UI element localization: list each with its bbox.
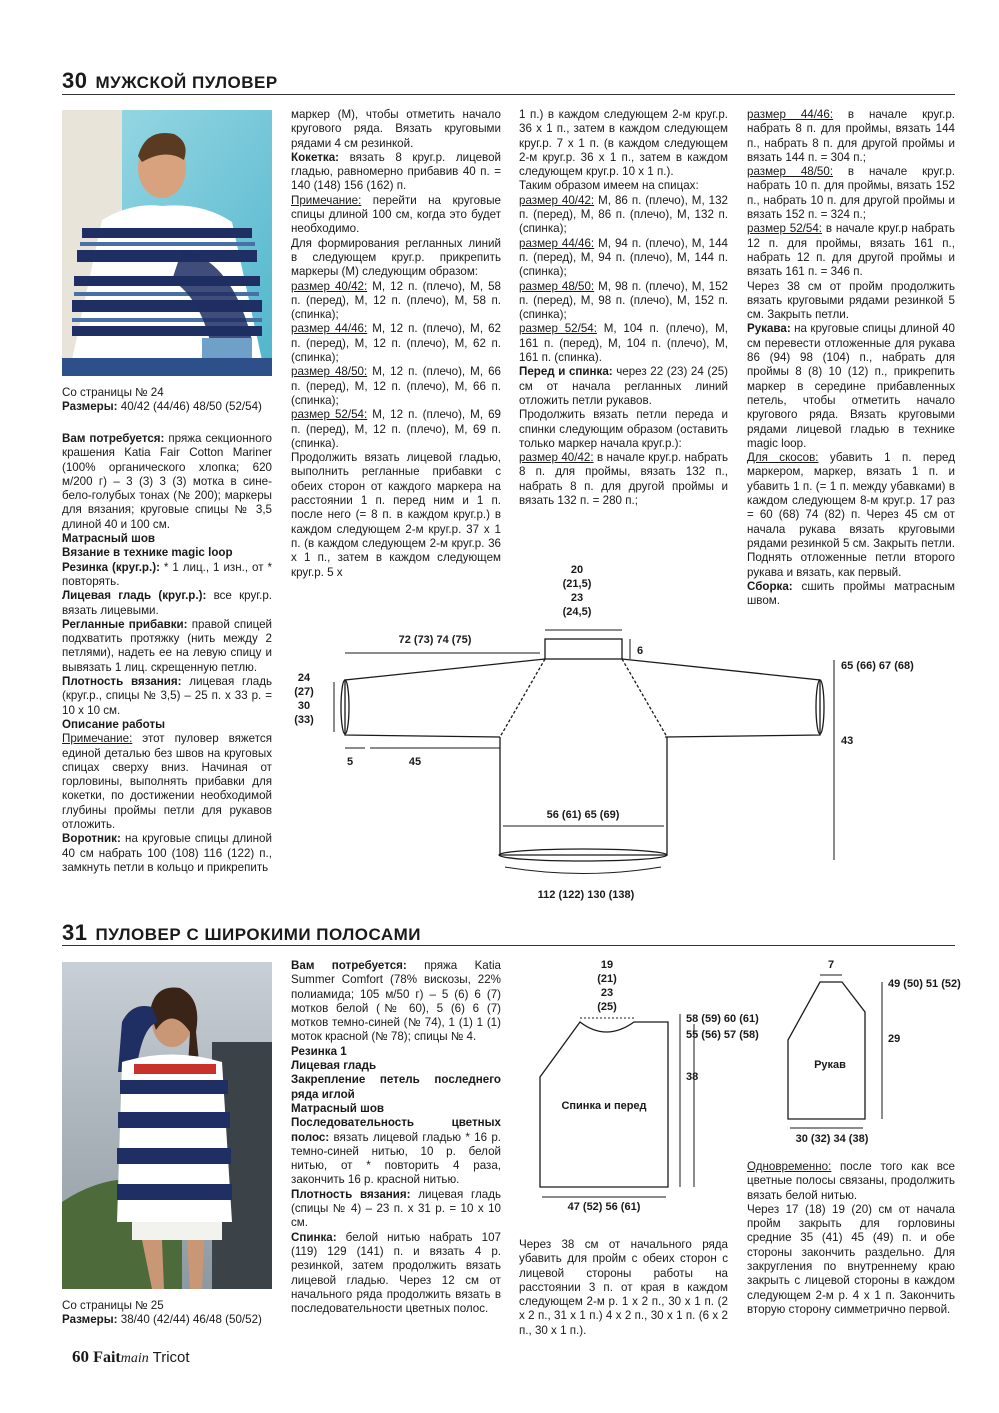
- brand-main: main: [120, 1351, 149, 1366]
- paragraph-text: в начале круг.р. набрать 10 п. для проймы, вязать 152 п., набрать 10 п. для другой проймы и вязать 152 п. = 324 п.;: [747, 165, 956, 222]
- paragraph-text: М, 94 п. (плечо), М, 144 п. (перед), М, 94 п. (плечо), М, 144 п. (спинка);: [519, 236, 728, 279]
- underlined-label: размер 44/46:: [519, 236, 595, 250]
- left-sleeve-outline: [345, 659, 545, 737]
- paragraph-text: М, 12 п. (плечо), М, 58 п. (перед), М, 12 п. (плечо), М, 58 п. (спинка);: [291, 279, 501, 322]
- run-in-heading: Резинка (круг.р.):: [62, 560, 160, 574]
- cuff-4: (33): [294, 714, 314, 726]
- paragraph-text: после того как все цветные полосы связаны, продолжить вязать белой нитью.: [747, 1160, 955, 1202]
- paragraph: [291, 408, 501, 451]
- paragraph-text: Продолжить вязать лицевой гладью, выполнить регланные прибавки с обеих сторон от каждого маркера на расстоянии 1 п. перед ним и 1 п. после него (= 8 п. в каждом круг.р.) в каждом следующем 2-м круг.р. 37 х 1 п. (в каждом следующем 2-м круг.р. 36 х 1 п., затем в каждом следующем круг.р. 5 х: [291, 451, 501, 579]
- sleeve-outline: [788, 982, 865, 1119]
- paragraph-text: М, 104 п. (плечо), М, 161 п. (перед), М, 104 п. (плечо), М, 161 п. (спинка).: [519, 322, 728, 365]
- photo-striped-pullover: [62, 962, 272, 1289]
- underlined-label: размер 40/42:: [519, 193, 595, 207]
- pattern-30-schematic: [290, 560, 914, 905]
- page-number: 60: [72, 1347, 89, 1366]
- run-in-heading: Регланные прибавки:: [62, 617, 188, 631]
- paragraph-text: вязать 8 круг.р. лицевой гладью, равномерно прибавив 40 п. = 140 (148) 156 (162) п.: [291, 150, 501, 193]
- underlined-label: размер 44/46:: [747, 108, 834, 121]
- paragraph: [519, 194, 728, 237]
- paragraph-text: * 1 лиц., 1 изн., от * повторять.: [62, 560, 272, 588]
- pattern-31-sleeve-schematic: [770, 952, 960, 1152]
- page-footer: [72, 1347, 190, 1367]
- hem-circumference: 112 (122) 130 (138): [537, 889, 635, 901]
- paragraph: [291, 1231, 501, 1317]
- section-rule: [62, 94, 955, 95]
- paragraph-text: на круговые спицы длиной 40 см перевести отложенные для рукава 86 (94) 98 (104) п., набрать для проймы 8 (8) 10 (12) п., прикрепить маркер в середине прибавленных петель, чтобы отметить начало кругового ряда. Вязать круговыми рядами лицевой гладью в технике magic loop.: [747, 322, 955, 450]
- pattern-name: ПУЛОВЕР С ШИРОКИМИ ПОЛОСАМИ: [95, 925, 421, 944]
- underlined-label: размер 52/54:: [291, 408, 368, 422]
- sleeve-label: Рукав: [814, 1059, 846, 1071]
- underlined-label: Для скосов:: [747, 451, 819, 465]
- paragraph: [747, 1160, 955, 1203]
- length-front: 55 (56) 57 (58): [686, 1029, 759, 1041]
- body-length: 43: [841, 735, 854, 747]
- underlined-label: размер 48/50:: [291, 365, 368, 379]
- paragraph-text: в начале круг.р. набрать 8 п. для проймы, вязать 144 п., набрать 8 п. для другой проймы и вязать 144 п. = 304 п.;: [747, 108, 956, 164]
- sleeve-width: 30 (32) 34 (38): [795, 1133, 869, 1145]
- neck-1: 19: [600, 959, 614, 971]
- paragraph-text: вязать лицевой гладью * 16 р. темно-синей нитью, 10 р. белой нитью, от * повторить 4 раза, закончить 16 р. красной нитью.: [291, 1130, 501, 1187]
- pattern-30-column-3: [519, 108, 728, 508]
- paragraph: [519, 451, 728, 508]
- paragraph: [291, 237, 501, 280]
- paragraph: [62, 732, 272, 832]
- paragraph: [291, 1116, 501, 1187]
- paragraph: [62, 675, 272, 718]
- run-in-heading: Лицевая гладь: [291, 1059, 377, 1073]
- neck-width-1: 20: [570, 564, 584, 576]
- paragraph-text: этот пуловер вяжется единой деталью без швов на круговых спицах сверху вниз. Начиная от горловины, выполнять прибавки для кокетки, по достижении необходимой глубины проймы петли для рукавов отложить.: [62, 732, 272, 832]
- pattern-30-column-4: [747, 108, 955, 608]
- underlined-label: Примечание:: [62, 732, 133, 746]
- paragraph-text: М, 12 п. (плечо), М, 66 п. (перед), М, 12 п. (плечо), М, 66 п. (спинка);: [291, 365, 501, 407]
- run-in-heading: Описание работы: [62, 717, 166, 731]
- sizes-label: Размеры:: [62, 1313, 118, 1327]
- paragraph-text: в начале круг.р. набрать 8 п. для проймы, вязать 132 п., набрать 8 п. для другой проймы и вязать 132 п. = 280 п.;: [519, 451, 728, 508]
- neck-width-4: (24,5): [562, 606, 592, 618]
- underlined-label: размер 40/42:: [519, 451, 594, 465]
- pattern-30-column-2: [291, 108, 501, 580]
- paragraph-text: через 22 (23) 24 (25) см от начала регланных линий отложить петли рукавов.: [519, 365, 729, 407]
- pattern-31-info: [62, 1299, 272, 1328]
- body-width: 56 (61) 65 (69): [546, 809, 620, 821]
- paragraph-text: лицевая гладь (круг.р., спицы № 3,5) – 25 п. х 33 р. = 10 х 10 см.: [62, 675, 273, 717]
- paragraph-text: М, 98 п. (плечо), М, 152 п. (перед), М, 98 п. (плечо), М, 152 п. (спинка);: [519, 279, 728, 322]
- paragraph-text: М, 12 п. (плечо), М, 69 п. (перед), М, 12 п. (плечо), М, 69 п. (спинка).: [291, 408, 501, 450]
- cuff-width: 5: [346, 756, 354, 768]
- paragraph: [291, 1045, 501, 1059]
- paragraph: [519, 237, 728, 280]
- paragraph: [291, 365, 501, 408]
- pattern-30-info: [62, 386, 272, 415]
- paragraph: [291, 151, 501, 194]
- paragraph-text: Продолжить вязать петли переда и спинки следующим образом (оставить только маркер начала круг.р.):: [519, 408, 728, 450]
- paragraph-text: на круговые спицы длиной 40 см набрать 100 (108) 116 (122) п., замкнуть петли в кольцо и прикрепить: [62, 832, 272, 874]
- sleeve-top: 7: [827, 959, 835, 971]
- underlined-label: размер 52/54:: [519, 322, 597, 336]
- underlined-label: размер 44/46:: [291, 322, 368, 336]
- neck-3: 23: [600, 987, 614, 999]
- neck-2: (21): [597, 973, 617, 985]
- length-total: 58 (59) 60 (61): [686, 1013, 759, 1025]
- run-in-heading: Вам потребуется:: [291, 959, 407, 972]
- paragraph: [62, 532, 272, 546]
- run-in-heading: Резинка 1: [291, 1044, 347, 1058]
- neck-outline: [545, 639, 622, 659]
- source-page: Со страницы № 25: [62, 1299, 164, 1312]
- paragraph-text: сшить проймы матрасным швом.: [747, 579, 955, 608]
- piece-width: 47 (52) 56 (61): [567, 1201, 641, 1213]
- cuff-1: 24: [297, 672, 311, 684]
- paragraph: [519, 280, 728, 323]
- paragraph-text: все круг.р. вязать лицевыми.: [62, 589, 272, 617]
- sleeve-length: 45: [408, 756, 422, 768]
- run-in-heading: Вам потребуется:: [62, 432, 165, 445]
- pattern-name: МУЖСКОЙ ПУЛОВЕР: [95, 73, 278, 92]
- paragraph: [747, 322, 955, 451]
- paragraph-text: пряжа секционного крашения Katia Fair Cotton Mariner (100% органического хлопка; 620 м/200 г) – 3 (3) 3 (3) мотка в сине-бело-голубых тонах (№ 200); маркеры для вязания; круговые спицы № 3,5 длиной 40 и 100 см.: [62, 432, 272, 531]
- paragraph-text: Через 38 см от начального ряда убавить для пройм с обеих сторон с лицевой стороны работы на расстоянии 3 п. от края в каждом следующем 2-м р. 1 х 2 п., 30 х 1 п. (2 х 2 п., 31 х 1 п.) 4 х 2 п., 30 х 1 п. (6 х 2 п., 30 х 1 п.).: [519, 1238, 728, 1337]
- paragraph: [62, 618, 272, 675]
- run-in-heading: Сборка:: [747, 579, 793, 593]
- run-in-heading: Матрасный шов: [291, 1101, 385, 1115]
- run-in-heading: Перед и спинка:: [519, 365, 613, 379]
- photo-men-pullover: [62, 110, 272, 376]
- paragraph-text: правой спицей подхватить протяжку (нить между 2 петлями), надеть ее на левую спицу и вывязать 1 лиц. скрещенную петлю.: [62, 617, 273, 674]
- armhole-height: 38: [686, 1071, 699, 1083]
- pattern-31-body-schematic: [520, 952, 760, 1222]
- section-rule: [62, 945, 955, 946]
- paragraph: [747, 108, 955, 165]
- paragraph-text: Таким образом имеем на спицах:: [519, 179, 699, 193]
- paragraph-text: маркер (М), чтобы отметить начало кругового ряда. Вязать круговыми рядами 4 см резинкой.: [291, 108, 501, 150]
- paragraph: [291, 1073, 501, 1102]
- paragraph-text: М, 86 п. (плечо), М, 132 п. (перед), М, 86 п. (плечо), М, 132 п. (спинка);: [519, 193, 728, 236]
- paragraph: [62, 546, 272, 560]
- cuff-2: (27): [294, 686, 314, 698]
- neck-height: 6: [637, 645, 644, 657]
- pattern-30-title: [62, 68, 278, 94]
- paragraph: [291, 1188, 501, 1231]
- paragraph: [519, 1238, 728, 1338]
- shoulder-width: 72 (73) 74 (75): [398, 634, 472, 646]
- underlined-label: размер 52/54:: [747, 222, 823, 236]
- paragraph: [747, 280, 955, 323]
- sleeve-length: 49 (50) 51 (52): [888, 978, 961, 990]
- paragraph-text: Для формирования регланных линий в следующем круг.р. прикрепить маркеры (М) следующим образом:: [291, 236, 501, 279]
- run-in-heading: Плотность вязания:: [291, 1187, 411, 1201]
- brand-fait: Fait: [93, 1349, 121, 1366]
- paragraph: [747, 222, 955, 279]
- total-length: 65 (66) 67 (68): [841, 660, 914, 672]
- paragraph: [291, 108, 501, 151]
- run-in-heading: Спинка:: [291, 1230, 337, 1244]
- paragraph-text: убавить 1 п. перед маркером, маркер, вязать 1 п. и убавить 1 п. (= 1 п. между убавками) в каждом следующем 8-м круг.р. 17 раз = 60 (68) 74 (82) п. Через 45 см от начала рукава вязать круговыми рядами резинкой 5 см. Закрыть петли. Поднять отложенные петли второго рукава и вязать, как первый.: [747, 451, 955, 579]
- run-in-heading: Плотность вязания:: [62, 675, 182, 689]
- paragraph: [519, 408, 728, 451]
- paragraph: [62, 432, 272, 532]
- paragraph: [291, 280, 501, 323]
- sizes-value: 38/40 (42/44) 46/48 (50/52): [120, 1313, 262, 1327]
- paragraph: [291, 194, 501, 237]
- paragraph: [291, 1059, 501, 1073]
- run-in-heading: Последовательность цветных полос:: [291, 1116, 501, 1144]
- sizes-label: Размеры:: [62, 400, 118, 414]
- paragraph-text: М, 12 п. (плечо), М, 62 п. (перед), М, 12 п. (плечо), М, 62 п. (спинка);: [291, 322, 501, 365]
- pattern-31-column-3: [519, 1238, 728, 1338]
- paragraph: [62, 718, 272, 732]
- pattern-31-column-4: [747, 1160, 955, 1317]
- right-sleeve-outline: [622, 659, 820, 737]
- run-in-heading: Вязание в технике magic loop: [62, 546, 233, 560]
- paragraph: [747, 1203, 955, 1317]
- paragraph-text: в начале круг.р набрать 12 п. для проймы, вязать 161 п., набрать 12 п. для другой проймы и вязать 161 п. = 346 п.: [747, 222, 955, 279]
- paragraph: [519, 179, 728, 193]
- underlined-label: Примечание:: [291, 193, 362, 207]
- paragraph: [291, 959, 501, 1045]
- run-in-heading: Матрасный шов: [62, 532, 156, 546]
- pattern-number: 31: [62, 920, 88, 945]
- cuff-3: 30: [297, 700, 311, 712]
- paragraph: [62, 832, 272, 875]
- sizes-value: 40/42 (44/46) 48/50 (52/54): [120, 400, 262, 414]
- body-outline: [500, 737, 667, 855]
- paragraph-text: белой нитью набрать 107 (119) 129 (141) п. и вязать 4 р. резинкой, затем продолжить вязать лицевой гладью. Через 12 см от начального ряда продолжить вязать в последовательности цветных полос.: [291, 1230, 501, 1316]
- source-page: Со страницы № 24: [62, 386, 164, 399]
- paragraph-text: перейти на круговые спицы длиной 100 см, когда это будет необходимо.: [291, 193, 501, 236]
- underlined-label: Одновременно:: [747, 1160, 832, 1173]
- piece-label: Спинка и перед: [561, 1100, 647, 1112]
- pattern-31-title: [62, 920, 421, 946]
- paragraph: [519, 322, 728, 365]
- paragraph: [519, 108, 728, 179]
- paragraph-text: 1 п.) в каждом следующем 2-м круг.р. 36 х 1 п., затем в каждом следующем круг.р. 7 х 1 п. (в каждом следующем 2-м круг.р. 36 х 1 п., затем в каждом следующем круг.р. 10 х 1 п.).: [519, 108, 728, 179]
- sleeve-cap: 29: [888, 1033, 901, 1045]
- paragraph: [62, 561, 272, 590]
- paragraph: [747, 165, 955, 222]
- paragraph-text: Через 38 см от пройм продолжить вязать круговыми рядами резинкой 5 см. Закрыть петли.: [747, 279, 955, 322]
- underlined-label: размер 40/42:: [291, 279, 368, 293]
- brand-tricot: Tricot: [152, 1349, 190, 1366]
- run-in-heading: Закрепление петель последнего ряда иглой: [291, 1073, 501, 1101]
- run-in-heading: Кокетка:: [291, 150, 340, 164]
- pattern-number: 30: [62, 68, 88, 93]
- run-in-heading: Воротник:: [62, 832, 121, 846]
- paragraph-text: лицевая гладь (спицы № 4) – 23 п. х 31 р. = 10 х 10 см.: [291, 1187, 502, 1230]
- pattern-30-column-1: [62, 432, 272, 875]
- paragraph: [519, 365, 728, 408]
- underlined-label: размер 48/50:: [519, 279, 595, 293]
- paragraph: [62, 589, 272, 618]
- run-in-heading: Рукава:: [747, 322, 791, 336]
- pattern-31-column-2: [291, 959, 501, 1316]
- paragraph-text: пряжа Katia Summer Comfort (78% вискозы, 22% полиамида; 105 м/50 г) – 5 (6) 6 (7) мотков белой (№ 60), 5 (6) 6 (7) мотков темно-синей (№ 74), 1 (1) 1 (1) моток красной (№ 78); спицы № 4.: [291, 959, 501, 1044]
- neck-width-2: (21,5): [562, 578, 592, 590]
- run-in-heading: Лицевая гладь (круг.р.):: [62, 589, 207, 603]
- underlined-label: размер 48/50:: [747, 165, 834, 179]
- paragraph-text: Через 17 (18) 19 (20) см от начала пройм закрыть для горловины средние 35 (41) 45 (49) п. и обе стороны закончить раздельно. Для закругления по внутреннему краю закрыть с лицевой стороны в каждом следующем 2-м р. 4 х 1 п. Закончить вторую сторону симметрично первой.: [747, 1202, 955, 1316]
- paragraph: [291, 1102, 501, 1116]
- neck-width-3: 23: [570, 592, 584, 604]
- paragraph: [291, 322, 501, 365]
- neck-4: (25): [597, 1001, 617, 1013]
